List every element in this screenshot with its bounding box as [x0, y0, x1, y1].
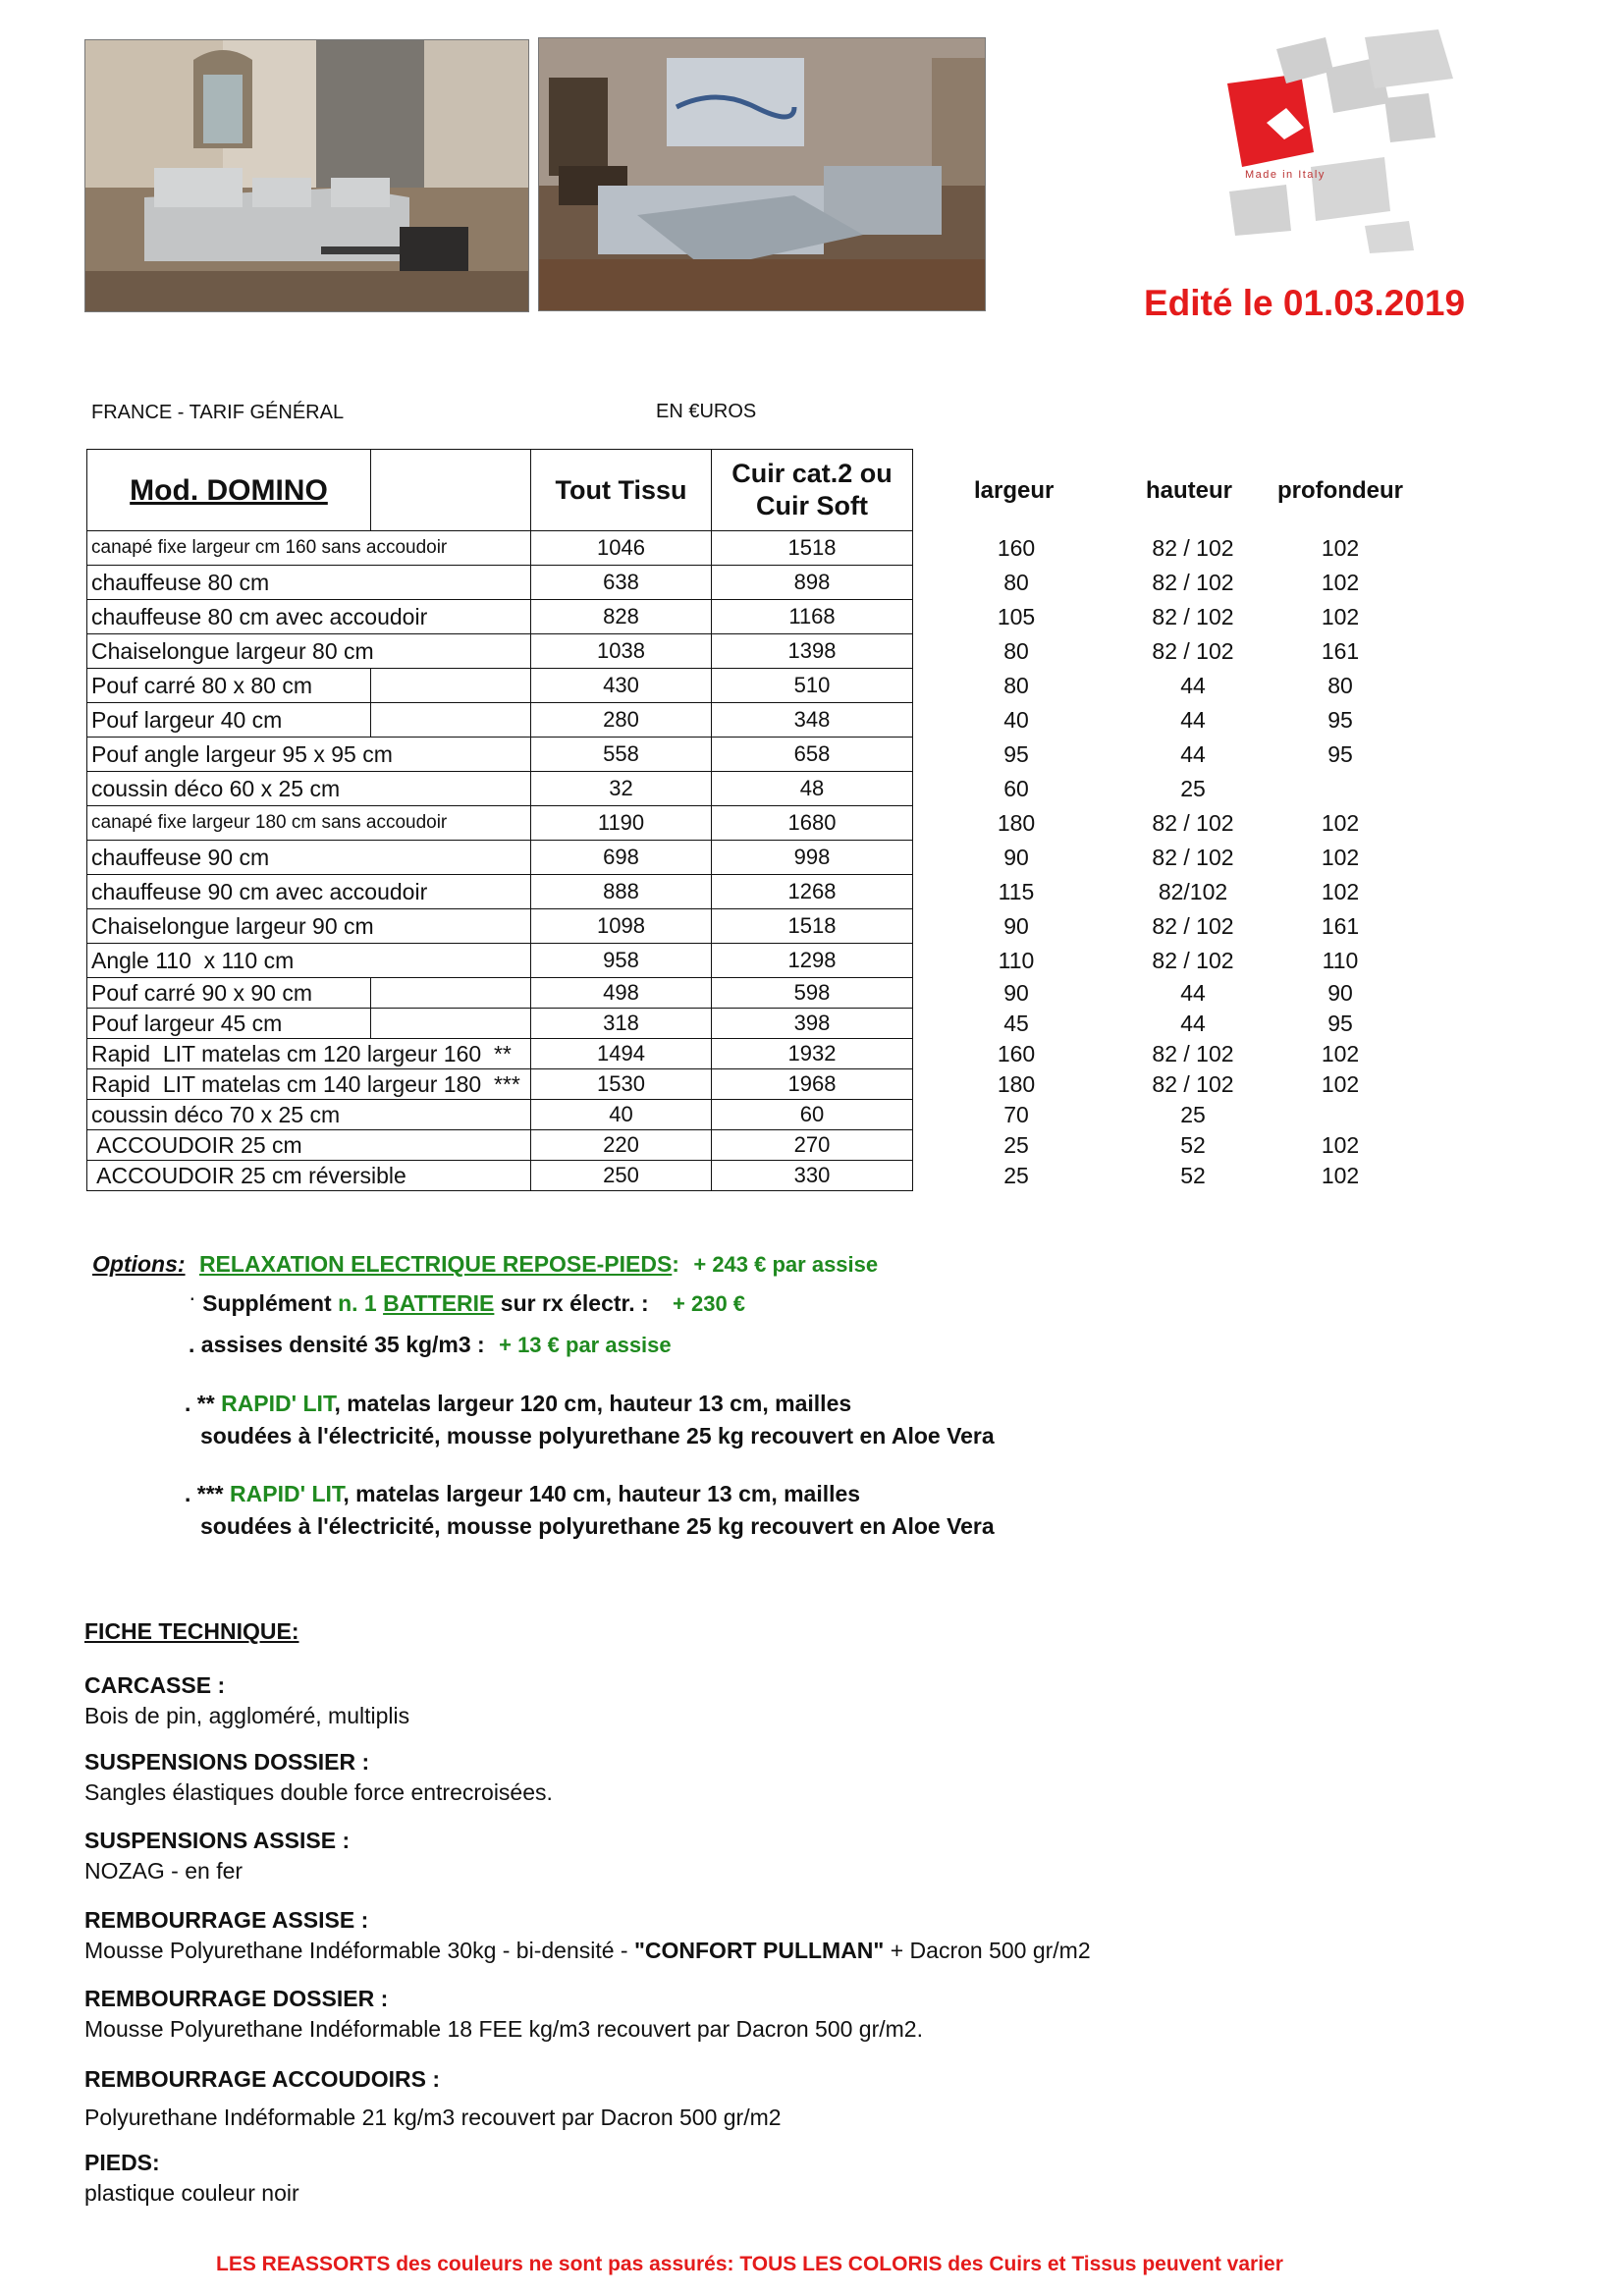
tech-text-carcasse: Bois de pin, aggloméré, multiplis	[84, 1703, 410, 1728]
row-spacer-cell	[371, 1009, 531, 1039]
rapid2-line1: , matelas largeur 140 cm, hauteur 13 cm, mailles	[343, 1481, 861, 1506]
dim-largeur: 80	[1003, 672, 1029, 698]
rapid2-line2: soudées à l'électricité, mousse polyurethane 25 kg recouvert en Aloe Vera	[200, 1513, 995, 1539]
table-row	[87, 1130, 913, 1161]
price-tissu: 498	[531, 978, 712, 1009]
row-spacer-cell	[371, 703, 531, 738]
remb-assise-bold: "CONFORT PULLMAN"	[633, 1938, 885, 1963]
dim-largeur: 70	[1003, 1101, 1029, 1127]
sofa-bed-photo	[538, 37, 986, 311]
bullet-icon: .	[185, 1391, 191, 1416]
dim-largeur: 80	[1003, 569, 1029, 595]
row-label: Chaiselongue largeur 80 cm	[87, 634, 531, 669]
price-cuir: 1680	[712, 806, 913, 841]
row-label: canapé fixe largeur cm 160 sans accoudoir	[87, 531, 531, 566]
brand-logo-icon	[1218, 29, 1473, 255]
dim-largeur: 60	[1003, 775, 1029, 801]
table-row	[87, 875, 913, 909]
row-label: Pouf angle largeur 95 x 95 cm	[87, 738, 531, 772]
battery-suffix: sur rx électr. :	[500, 1290, 649, 1316]
row-label: coussin déco 70 x 25 cm	[87, 1100, 531, 1130]
table-row	[87, 566, 913, 600]
dim-profondeur: 95	[1327, 1010, 1353, 1036]
rapid1-stars: **	[196, 1391, 215, 1416]
tech-text-remb-dossier: Mousse Polyurethane Indéformable 18 FEE kg/m3 recouvert par Dacron 500 gr/m2.	[84, 2016, 923, 2042]
dim-largeur: 90	[1003, 844, 1029, 870]
options-title: Options:	[92, 1251, 186, 1277]
table-row	[87, 738, 913, 772]
tech-label-remb-accoudoirs: REMBOURRAGE ACCOUDOIRS :	[84, 2066, 441, 2092]
tech-label-remb-assise: REMBOURRAGE ASSISE :	[84, 1907, 369, 1933]
table-row	[87, 634, 913, 669]
tech-text-susp-dossier: Sangles élastiques double force entrecroisées.	[84, 1779, 553, 1805]
rapid-lit-140-note	[185, 1481, 995, 1540]
dim-profondeur: 110	[1322, 947, 1359, 973]
price-cuir: 1932	[712, 1039, 913, 1069]
row-spacer-cell	[371, 669, 531, 703]
tech-text-remb-assise	[84, 1938, 1091, 1964]
dim-hauteur: 44	[1180, 1010, 1206, 1036]
spacer-cell	[371, 450, 531, 531]
price-tissu: 40	[531, 1100, 712, 1130]
seat-label: assises densité 35 kg/m3 :	[200, 1332, 485, 1357]
dim-profondeur: 80	[1327, 672, 1353, 698]
price-tissu: 32	[531, 772, 712, 806]
dim-largeur: 160	[997, 534, 1036, 561]
price-tissu: 558	[531, 738, 712, 772]
col-cuir: Cuir cat.2 ou Cuir Soft	[712, 450, 913, 531]
dim-largeur: 115	[998, 878, 1035, 904]
table-row	[87, 772, 913, 806]
rapid-lit-120-note	[185, 1391, 995, 1449]
relax-colon: :	[672, 1251, 679, 1277]
remb-assise-pre: Mousse Polyurethane Indéformable 30kg - bi-densité -	[84, 1938, 634, 1963]
price-tissu: 958	[531, 944, 712, 978]
dim-largeur: 95	[1003, 740, 1029, 767]
dim-profondeur: 102	[1321, 1040, 1360, 1066]
options-line-relax	[92, 1251, 878, 1278]
price-cuir: 510	[712, 669, 913, 703]
price-cuir: 1518	[712, 909, 913, 944]
price-tissu: 1038	[531, 634, 712, 669]
dim-profondeur: 102	[1321, 878, 1360, 904]
table-row	[87, 1009, 913, 1039]
dim-hauteur: 82 / 102	[1152, 844, 1234, 870]
row-label: Rapid LIT matelas cm 140 largeur 180 ***	[87, 1069, 531, 1100]
dim-largeur: 40	[1003, 706, 1029, 733]
dim-profondeur: 102	[1321, 1162, 1360, 1188]
price-cuir: 1268	[712, 875, 913, 909]
row-label: coussin déco 60 x 25 cm	[87, 772, 531, 806]
dim-hauteur: 82 / 102	[1152, 603, 1234, 629]
tech-text-pieds: plastique couleur noir	[84, 2180, 299, 2206]
price-cuir: 60	[712, 1100, 913, 1130]
dim-largeur: 180	[997, 1070, 1036, 1097]
tariff-title: FRANCE - TARIF GÉNÉRAL	[91, 402, 345, 423]
table-row	[87, 841, 913, 875]
tech-sheet-title: FICHE TECHNIQUE:	[84, 1618, 299, 1644]
dim-largeur: 160	[997, 1040, 1036, 1066]
dim-largeur: 45	[1003, 1010, 1029, 1036]
dim-hauteur: 82 / 102	[1152, 534, 1234, 561]
remb-assise-post: + Dacron 500 gr/m2	[884, 1938, 1091, 1963]
price-cuir: 398	[712, 1009, 913, 1039]
tech-label-susp-dossier: SUSPENSIONS DOSSIER :	[84, 1749, 370, 1775]
dim-hauteur: 82 / 102	[1152, 1070, 1234, 1097]
table-row	[87, 1069, 913, 1100]
dim-profondeur: 102	[1321, 844, 1360, 870]
dim-hauteur: 44	[1180, 979, 1206, 1006]
rapid2-stars: ***	[196, 1481, 224, 1506]
battery-word: BATTERIE	[383, 1290, 495, 1316]
price-tissu: 828	[531, 600, 712, 634]
sofa-photo-left	[84, 39, 529, 312]
dim-largeur: 25	[1003, 1162, 1029, 1188]
dim-profondeur: 95	[1327, 740, 1353, 767]
dim-profondeur: 102	[1321, 809, 1360, 836]
row-label: chauffeuse 90 cm	[87, 841, 531, 875]
dim-profondeur: 95	[1327, 706, 1353, 733]
row-spacer-cell	[371, 978, 531, 1009]
footer-disclaimer: LES REASSORTS des couleurs ne sont pas assurés: TOUS LES COLORIS des Cuirs et Tissus peuvent varier	[216, 2253, 1283, 2275]
model-name: Mod. DOMINO	[87, 450, 371, 531]
dim-profondeur: 161	[1321, 637, 1360, 664]
price-cuir: 1968	[712, 1069, 913, 1100]
row-label: ACCOUDOIR 25 cm	[87, 1130, 531, 1161]
row-label: Rapid LIT matelas cm 120 largeur 160 **	[87, 1039, 531, 1069]
price-tissu: 1046	[531, 531, 712, 566]
tech-label-carcasse: CARCASSE :	[84, 1672, 226, 1698]
battery-price: + 230 €	[673, 1291, 746, 1316]
rapid2-name: RAPID' LIT	[230, 1481, 344, 1506]
battery-n: n. 1	[338, 1290, 377, 1316]
col-profondeur: profondeur	[1277, 477, 1403, 504]
rapid1-line1: , matelas largeur 120 cm, hauteur 13 cm, mailles	[334, 1391, 852, 1416]
dim-hauteur: 44	[1180, 740, 1206, 767]
dim-largeur: 110	[998, 947, 1035, 973]
logo-tagline: Made in Italy	[1245, 169, 1326, 181]
dim-profondeur: 161	[1321, 912, 1360, 939]
price-tissu: 250	[531, 1161, 712, 1191]
price-tissu: 1190	[531, 806, 712, 841]
row-label: Pouf carré 80 x 80 cm	[87, 669, 371, 703]
dim-largeur: 90	[1003, 912, 1029, 939]
tech-label-susp-assise: SUSPENSIONS ASSISE :	[84, 1828, 351, 1853]
price-cuir: 1398	[712, 634, 913, 669]
dim-largeur: 25	[1003, 1131, 1029, 1158]
table-row	[87, 531, 913, 566]
options-line-seat	[189, 1332, 672, 1358]
relax-price: + 243 € par assise	[693, 1252, 879, 1277]
options-line-battery	[189, 1285, 746, 1317]
price-cuir: 898	[712, 566, 913, 600]
bullet-icon: .	[189, 1332, 195, 1357]
dim-largeur: 80	[1003, 637, 1029, 664]
rapid1-line2: soudées à l'électricité, mousse polyurethane 25 kg recouvert en Aloe Vera	[200, 1423, 995, 1449]
price-tissu: 638	[531, 566, 712, 600]
price-tissu: 220	[531, 1130, 712, 1161]
currency-label: EN €UROS	[656, 401, 757, 422]
table-row	[87, 909, 913, 944]
dim-largeur: 105	[997, 603, 1036, 629]
dim-hauteur: 82 / 102	[1152, 637, 1234, 664]
row-label: chauffeuse 80 cm	[87, 566, 531, 600]
bullet-icon: ·	[189, 1285, 196, 1310]
edit-date: Edité le 01.03.2019	[1144, 283, 1466, 323]
dim-largeur: 90	[1003, 979, 1029, 1006]
dim-hauteur: 25	[1180, 775, 1206, 801]
row-label: Pouf largeur 45 cm	[87, 1009, 371, 1039]
table-row	[87, 978, 913, 1009]
dim-hauteur: 44	[1180, 706, 1206, 733]
col-tout-tissu: Tout Tissu	[531, 450, 712, 531]
dim-hauteur: 44	[1180, 672, 1206, 698]
tech-label-remb-dossier: REMBOURRAGE DOSSIER :	[84, 1986, 389, 2011]
seat-price: + 13 € par assise	[499, 1333, 672, 1357]
table-row	[87, 669, 913, 703]
table-row	[87, 1039, 913, 1069]
dim-hauteur: 25	[1180, 1101, 1206, 1127]
dim-hauteur: 82/102	[1158, 878, 1228, 904]
price-tissu: 1098	[531, 909, 712, 944]
table-row	[87, 806, 913, 841]
price-cuir: 1298	[712, 944, 913, 978]
row-label: Angle 110 x 110 cm	[87, 944, 531, 978]
row-label: chauffeuse 90 cm avec accoudoir	[87, 875, 531, 909]
bullet-icon: .	[185, 1481, 191, 1506]
price-tissu: 430	[531, 669, 712, 703]
price-cuir: 1168	[712, 600, 913, 634]
table-row	[87, 600, 913, 634]
dim-profondeur: 102	[1321, 534, 1360, 561]
price-tissu: 1530	[531, 1069, 712, 1100]
dim-largeur: 180	[997, 809, 1036, 836]
table-row	[87, 703, 913, 738]
price-tissu: 698	[531, 841, 712, 875]
tech-text-susp-assise: NOZAG - en fer	[84, 1858, 244, 1884]
table-row	[87, 1100, 913, 1130]
dim-profondeur: 102	[1321, 569, 1360, 595]
row-label: canapé fixe largeur 180 cm sans accoudoir	[87, 806, 531, 841]
dim-hauteur: 52	[1180, 1162, 1206, 1188]
dim-hauteur: 82 / 102	[1152, 947, 1234, 973]
dim-profondeur: 90	[1327, 979, 1353, 1006]
tech-text-remb-accoudoirs: Polyurethane Indéformable 21 kg/m3 recouvert par Dacron 500 gr/m2	[84, 2105, 782, 2130]
dim-hauteur: 82 / 102	[1152, 809, 1234, 836]
price-tissu: 888	[531, 875, 712, 909]
row-label: Pouf largeur 40 cm	[87, 703, 371, 738]
dim-hauteur: 82 / 102	[1152, 1040, 1234, 1066]
price-cuir: 1518	[712, 531, 913, 566]
price-cuir: 270	[712, 1130, 913, 1161]
dim-profondeur: 102	[1321, 1131, 1360, 1158]
dim-hauteur: 82 / 102	[1152, 569, 1234, 595]
battery-prefix: Supplément	[202, 1290, 332, 1316]
table-row	[87, 944, 913, 978]
dim-profondeur: 102	[1321, 603, 1360, 629]
tech-label-pieds: PIEDS:	[84, 2150, 160, 2175]
row-label: Pouf carré 90 x 90 cm	[87, 978, 371, 1009]
price-tissu: 1494	[531, 1039, 712, 1069]
price-cuir: 330	[712, 1161, 913, 1191]
rapid1-name: RAPID' LIT	[221, 1391, 335, 1416]
relax-label: RELAXATION ELECTRIQUE REPOSE-PIEDS	[198, 1251, 673, 1277]
price-tissu: 318	[531, 1009, 712, 1039]
price-tissu: 280	[531, 703, 712, 738]
price-cuir: 598	[712, 978, 913, 1009]
col-hauteur: hauteur	[1146, 477, 1233, 504]
row-label: chauffeuse 80 cm avec accoudoir	[87, 600, 531, 634]
dim-profondeur: 102	[1321, 1070, 1360, 1097]
col-largeur: largeur	[974, 477, 1055, 504]
row-label: Chaiselongue largeur 90 cm	[87, 909, 531, 944]
price-cuir: 348	[712, 703, 913, 738]
price-table	[86, 449, 913, 1191]
dim-hauteur: 82 / 102	[1152, 912, 1234, 939]
row-label: ACCOUDOIR 25 cm réversible	[87, 1161, 531, 1191]
price-cuir: 48	[712, 772, 913, 806]
table-row	[87, 1161, 913, 1191]
price-cuir: 658	[712, 738, 913, 772]
dim-hauteur: 52	[1180, 1131, 1206, 1158]
price-cuir: 998	[712, 841, 913, 875]
